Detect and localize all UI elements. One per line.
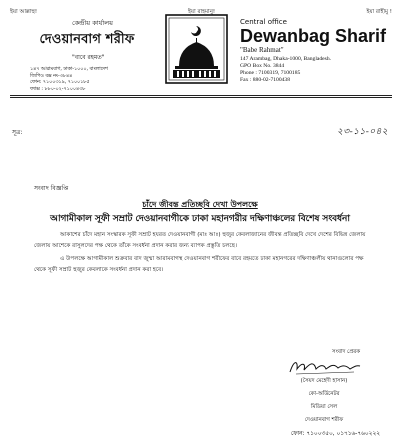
org-tagline-bn: "বাবে রহমত" xyxy=(72,54,105,61)
address-block-bn xyxy=(30,67,162,93)
sender-organization: দেওয়ানবাগ শরীফ xyxy=(304,417,344,423)
handwritten-date: ২৩-১১-০৪২ xyxy=(336,127,388,137)
sender-designation: কো-অর্ডিনেটর xyxy=(308,391,340,397)
address-line: Fax : 880-02-7100438 xyxy=(240,77,291,83)
reference-label: সূত্র: xyxy=(12,129,23,136)
press-release-label: সংবাদ বিজ্ঞপ্তি xyxy=(34,185,69,192)
address-line: GPO Box No. 3844 xyxy=(240,63,285,69)
org-tagline-en: "Babe Rahmat" xyxy=(240,46,284,54)
headline-secondary: আগামীকাল সূফী সম্রাট দেওয়ানবাগীকে ঢাকা মহানগরীর দক্ষিণাঞ্চলের বিশেষ সংবর্ধনা xyxy=(50,214,350,224)
body-paragraph: আকাশের চাঁদে মহান সংস্কারক সূফী সম্রাট হযরত দেওয়ানবাগী (মাঃ আঃ) হুজুর কেবলাজানের জীবন্ত প্রতিচ্ছবি দেখে দেশের বিভিন্ন জেলায় জেলায় আশেকে রাসুলদের পক্ষ থেকে তাঁকে সংবর্ধনা প্রদান করার জন্য ব্যাপক প্রস্তুতি চলছে। xyxy=(34,232,366,249)
sender-department: মিডিয়া সেল xyxy=(310,404,338,410)
top-invocation-center: ইয়া রাহমানু! xyxy=(188,9,216,15)
letterhead-bengali xyxy=(12,18,162,93)
letterhead-english xyxy=(240,18,398,84)
sender-name: (সৈয়দ মেহেদী হাসান) xyxy=(300,378,348,384)
top-invocation-left: ইয়া আল্লাহু! xyxy=(10,9,38,15)
handwritten-signature xyxy=(284,357,364,377)
sender-title: সংবাদ প্রেরক xyxy=(332,349,360,355)
body-paragraph: এ উপলক্ষে আগামীকাল শুক্রবার বাদ জুম্মা আরামবাগস্থ দেওয়ানবাগ শরীফের বাবে রহমতে ঢাকা মহানগরের দক্ষিণাঞ্চলীয় থানাগুলোর পক্ষ থেকে সূফী সম্রাট হুজুর কেবলাকে সংবর্ধনা প্রদান করা হবে। xyxy=(34,256,364,273)
top-invocation-right: ইয়া রাহীমু ! xyxy=(366,9,392,15)
address-block-en xyxy=(240,56,398,84)
signature-block xyxy=(270,349,378,425)
address-line: 147 Arambag, Dhaka-1000, Bangladesh. xyxy=(240,56,332,62)
address-line: জিপিও বক্স নং-৩৮৪৪ xyxy=(30,73,73,79)
address-line: ফোন: ৭১০০৩১৯, ৭১০০১৮৫ xyxy=(30,80,90,86)
address-line: ফ্যাক্স : ৮৮০-০২-৭১০০৪৩৮ xyxy=(30,86,86,92)
address-line: ১৪৭ আরামবাগ, ঢাকা-১০০০, বাংলাদেশ xyxy=(30,67,108,72)
org-name-en: Dewanbag Sharif xyxy=(240,26,387,46)
office-subtitle-en: Central office xyxy=(240,18,287,26)
headline-primary-text: চাঁদে জীবন্ত প্রতিচ্ছবি দেখা উপলক্ষে xyxy=(142,200,258,209)
mosque-logo-icon xyxy=(165,14,228,84)
body-text xyxy=(34,230,376,276)
office-subtitle-bn: কেন্দ্রীয় কার্যালয় xyxy=(72,19,113,27)
footer-phone: ফোন: ৭১০০৩৫০, ০১৭১৬-৭৬০২২২ xyxy=(290,431,380,437)
header-divider xyxy=(10,95,392,96)
org-name-bn: দেওয়ানবাগ শরীফ xyxy=(39,32,135,47)
address-line: Phone : 7100319, 7100185 xyxy=(240,70,301,76)
header-divider-thin xyxy=(10,97,392,98)
